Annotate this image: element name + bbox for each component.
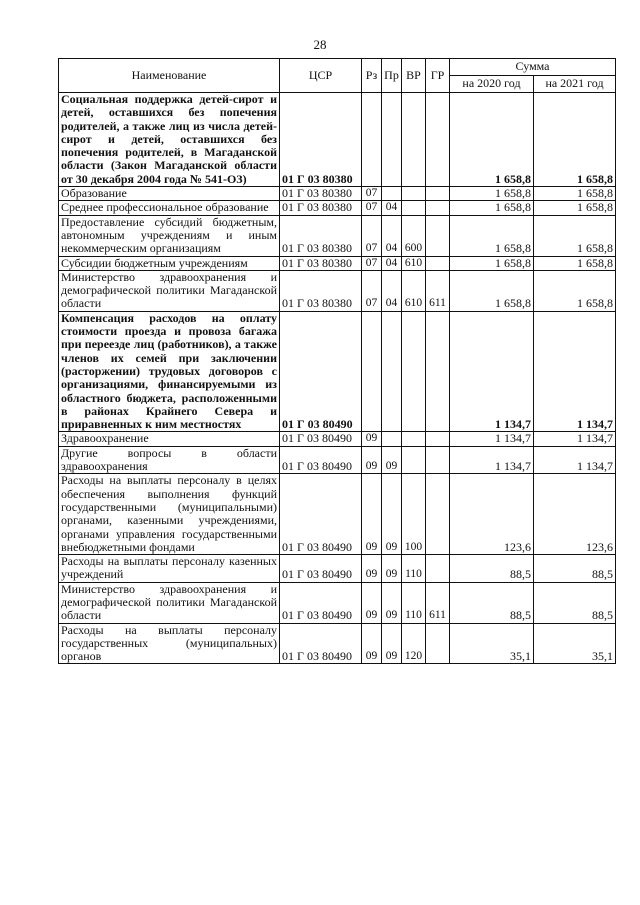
row-pr xyxy=(382,432,402,446)
row-csr: 01 Г 03 80380 xyxy=(280,93,362,187)
row-vr xyxy=(402,201,426,215)
row-csr: 01 Г 03 80380 xyxy=(280,201,362,215)
row-sum-2021: 1 658,8 xyxy=(534,270,616,311)
row-sum-2020: 1 134,7 xyxy=(450,432,534,446)
row-gr xyxy=(426,474,450,555)
row-name: Субсидии бюджетным учреждениям xyxy=(59,256,280,270)
row-sum-2020: 88,5 xyxy=(450,555,534,583)
row-name: Расходы на выплаты персоналу в целях обеспечения выполнения функций государственными (муниципальными) органами, казенными учреждениями, органами управления государственными внебюджетными фондами xyxy=(59,474,280,555)
row-name: Предоставление субсидий бюджетным, автономным учреждениям и иным некоммерческим организациям xyxy=(59,215,280,256)
row-pr: 04 xyxy=(382,201,402,215)
row-gr: 611 xyxy=(426,582,450,623)
row-vr: 610 xyxy=(402,270,426,311)
row-sum-2021: 123,6 xyxy=(534,474,616,555)
row-rz: 09 xyxy=(362,623,382,664)
row-sum-2020: 1 134,7 xyxy=(450,311,534,432)
row-gr xyxy=(426,187,450,201)
row-name: Министерство здравоохранения и демографической политики Магаданской области xyxy=(59,270,280,311)
row-name: Министерство здравоохранения и демографической политики Магаданской области xyxy=(59,582,280,623)
table-row xyxy=(59,446,616,474)
row-vr: 100 xyxy=(402,474,426,555)
row-csr: 01 Г 03 80380 xyxy=(280,215,362,256)
row-csr: 01 Г 03 80490 xyxy=(280,311,362,432)
table-row xyxy=(59,256,616,270)
row-pr: 09 xyxy=(382,582,402,623)
row-pr: 09 xyxy=(382,623,402,664)
row-rz xyxy=(362,93,382,187)
table-row xyxy=(59,474,616,555)
table-row xyxy=(59,93,616,187)
row-gr xyxy=(426,93,450,187)
row-sum-2020: 1 658,8 xyxy=(450,215,534,256)
row-vr: 610 xyxy=(402,256,426,270)
header-sum: Сумма xyxy=(450,59,616,76)
row-sum-2021: 1 658,8 xyxy=(534,256,616,270)
row-vr: 600 xyxy=(402,215,426,256)
row-name: Другие вопросы в области здравоохранения xyxy=(59,446,280,474)
row-vr xyxy=(402,446,426,474)
row-csr: 01 Г 03 80380 xyxy=(280,187,362,201)
row-sum-2021: 1 658,8 xyxy=(534,201,616,215)
row-vr xyxy=(402,311,426,432)
row-sum-2020: 1 658,8 xyxy=(450,187,534,201)
row-sum-2020: 88,5 xyxy=(450,582,534,623)
row-name: Социальная поддержка детей-сирот и детей, оставшихся без попечения родителей, а также лиц из числа детей-сирот и детей, оставшихся без попечения родителей, в Магаданской области (Закон Магаданской области от 30 декабря 2004 года № 541-ОЗ) xyxy=(59,93,280,187)
header-rz: Рз xyxy=(362,59,382,93)
row-name: Компенсация расходов на оплату стоимости проезда и провоза багажа при переезде лиц (работников), а также членов их семей при заключении (расторжении) трудовых договоров с организациями, финансируемыми из областного бюджета, расположенными в районах Крайнего Севера и приравненных к ним местностях xyxy=(59,311,280,432)
row-pr: 09 xyxy=(382,555,402,583)
row-gr xyxy=(426,215,450,256)
row-rz: 09 xyxy=(362,474,382,555)
row-vr xyxy=(402,432,426,446)
row-gr xyxy=(426,432,450,446)
row-gr: 611 xyxy=(426,270,450,311)
row-pr xyxy=(382,311,402,432)
row-gr xyxy=(426,623,450,664)
row-sum-2020: 1 658,8 xyxy=(450,270,534,311)
row-name: Расходы на выплаты персоналу казенных учреждений xyxy=(59,555,280,583)
row-sum-2021: 88,5 xyxy=(534,582,616,623)
row-sum-2020: 1 658,8 xyxy=(450,256,534,270)
row-sum-2020: 1 134,7 xyxy=(450,446,534,474)
table-row xyxy=(59,555,616,583)
table-row xyxy=(59,311,616,432)
row-rz: 09 xyxy=(362,582,382,623)
row-sum-2020: 123,6 xyxy=(450,474,534,555)
row-csr: 01 Г 03 80380 xyxy=(280,270,362,311)
row-pr: 04 xyxy=(382,270,402,311)
row-sum-2021: 1 134,7 xyxy=(534,311,616,432)
row-name: Среднее профессиональное образование xyxy=(59,201,280,215)
row-sum-2021: 35,1 xyxy=(534,623,616,664)
row-csr: 01 Г 03 80490 xyxy=(280,582,362,623)
row-gr xyxy=(426,446,450,474)
row-gr xyxy=(426,256,450,270)
header-vr: ВР xyxy=(402,59,426,93)
table-row xyxy=(59,623,616,664)
row-pr: 09 xyxy=(382,474,402,555)
table-row xyxy=(59,270,616,311)
row-rz: 09 xyxy=(362,446,382,474)
row-gr xyxy=(426,311,450,432)
row-pr: 04 xyxy=(382,256,402,270)
row-name: Образование xyxy=(59,187,280,201)
table-row xyxy=(59,187,616,201)
row-csr: 01 Г 03 80490 xyxy=(280,474,362,555)
row-csr: 01 Г 03 80490 xyxy=(280,446,362,474)
header-pr: Пр xyxy=(382,59,402,93)
header-csr: ЦСР xyxy=(280,59,362,93)
table-row xyxy=(59,201,616,215)
row-csr: 01 Г 03 80490 xyxy=(280,623,362,664)
header-year-2020: на 2020 год xyxy=(450,76,534,93)
table-row xyxy=(59,215,616,256)
row-sum-2021: 1 658,8 xyxy=(534,93,616,187)
row-gr xyxy=(426,555,450,583)
row-sum-2021: 1 134,7 xyxy=(534,446,616,474)
row-vr: 120 xyxy=(402,623,426,664)
row-csr: 01 Г 03 80380 xyxy=(280,256,362,270)
row-sum-2021: 88,5 xyxy=(534,555,616,583)
row-rz: 07 xyxy=(362,187,382,201)
row-name: Здравоохранение xyxy=(59,432,280,446)
row-name: Расходы на выплаты персоналу государственных (муниципальных) органов xyxy=(59,623,280,664)
row-rz: 07 xyxy=(362,215,382,256)
row-pr xyxy=(382,187,402,201)
row-vr xyxy=(402,187,426,201)
row-pr: 04 xyxy=(382,215,402,256)
header-gr: ГР xyxy=(426,59,450,93)
row-rz xyxy=(362,311,382,432)
table-row xyxy=(59,432,616,446)
header-year-2021: на 2021 год xyxy=(534,76,616,93)
row-rz: 07 xyxy=(362,256,382,270)
row-sum-2020: 1 658,8 xyxy=(450,201,534,215)
page-number: 28 xyxy=(313,37,327,52)
row-csr: 01 Г 03 80490 xyxy=(280,555,362,583)
row-csr: 01 Г 03 80490 xyxy=(280,432,362,446)
row-sum-2021: 1 134,7 xyxy=(534,432,616,446)
row-sum-2020: 1 658,8 xyxy=(450,93,534,187)
row-rz: 09 xyxy=(362,555,382,583)
row-rz: 09 xyxy=(362,432,382,446)
row-sum-2021: 1 658,8 xyxy=(534,215,616,256)
row-vr: 110 xyxy=(402,582,426,623)
row-gr xyxy=(426,201,450,215)
header-name: Наименование xyxy=(59,59,280,93)
row-rz: 07 xyxy=(362,201,382,215)
row-vr: 110 xyxy=(402,555,426,583)
row-sum-2020: 35,1 xyxy=(450,623,534,664)
row-rz: 07 xyxy=(362,270,382,311)
row-pr xyxy=(382,93,402,187)
row-vr xyxy=(402,93,426,187)
row-sum-2021: 1 658,8 xyxy=(534,187,616,201)
row-pr: 09 xyxy=(382,446,402,474)
table-row xyxy=(59,582,616,623)
budget-table xyxy=(58,58,616,664)
